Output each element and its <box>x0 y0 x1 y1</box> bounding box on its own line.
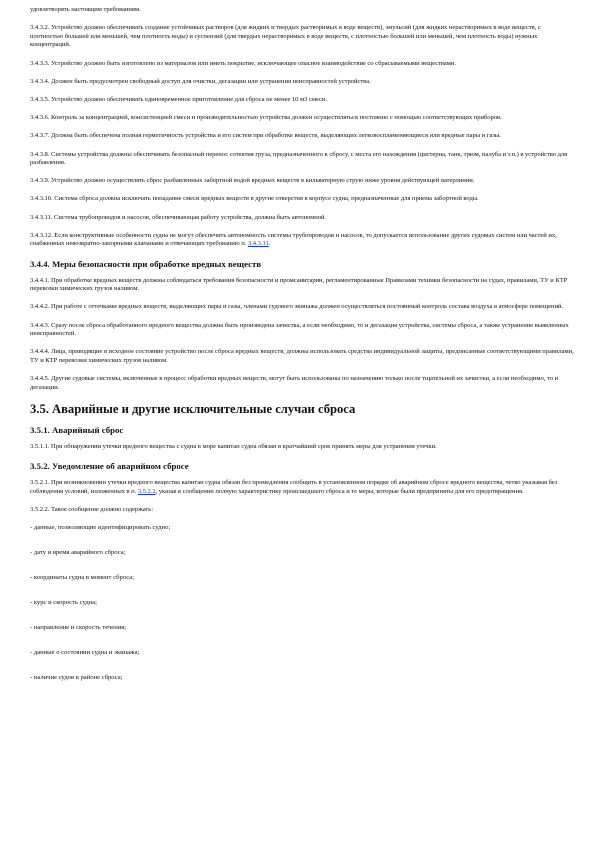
heading-3-5-2: 3.5.2. Уведомление об аварийном сбросе <box>30 461 189 472</box>
paragraph-3-4-3-11: 3.4.3.11. Система трубопроводов и насосов, обеспечивающая работу устройства, должна быть автономной. <box>30 213 327 221</box>
section-3-4-4-list <box>30 277 575 393</box>
paragraph-3-5-2-1-tail: , указав в сообщении полную характеристику происшедшего сброса и те меры, которые были предприняты для его предотвращения. <box>155 487 524 495</box>
link-3-5-2-2[interactable]: 3.5.2.2 <box>137 487 156 495</box>
list-item: - курс и скорость судна; <box>30 599 97 607</box>
intro-line: удовлетворять настоящим требованиям. <box>30 6 141 13</box>
paragraph-3-4-4-1: 3.4.4.1. При обработке вредных веществ должны соблюдаться требования безопасности и промсанитарии, регламентированные Правилами техники безопасности на судах, правилами, ТУ и КТР перевозки химических грузов наливом. <box>30 276 568 293</box>
paragraph-3-4-3-2: 3.4.3.2. Устройство должно обеспечивать создание устойчивых растворов (для жидких и твердых растворимых в воде веществ), эмульсий (для жидких нерастворимых в воде веществ, с плотностью большей или меньшей, чем плотность воды) и суспензий (для твердых нерастворимых в воде веществ, с плотностью большей или меньшей, чем плотность воды) нужных концентраций. <box>30 24 541 49</box>
paragraph-3-5-2-1 <box>30 479 575 496</box>
heading-3-5-1: 3.5.1. Аварийный сброс <box>30 424 124 435</box>
list-item: - направление и скорость течения; <box>30 624 127 632</box>
paragraph-3-5-1-1: 3.5.1.1. При обнаружении утечки вредного вещества с судна в море капитан судна обязан в кратчайший срок принять меры для устранения утечки. <box>30 442 437 450</box>
link-3-4-3-11[interactable]: 3.4.3.11 <box>247 240 269 248</box>
paragraph-3-4-3-12-text: 3.4.3.12. Если конструктивные особенности судна не могут обеспечить автономность системы трубопроводов и насосов, то допускается использование других судовых систем или частей их, снабженных невозвратно-запорными клапанами и отвечающих требованию п. <box>30 231 557 248</box>
paragraph-3-4-4-4: 3.4.4.4. Лица, приводящие в исходное состояние устройство после сброса вредных веществ, должны использовать средства индивидуальной защиты, предписанные соответствующими правилами, ТУ и КТР перевозки химических грузов наливом. <box>30 348 574 364</box>
paragraph-3-4-3-12 <box>30 232 575 249</box>
list-item: - дату и время аварийного сброса; <box>30 549 126 557</box>
list-item: - данные, позволяющие идентифицировать судно; <box>30 524 171 532</box>
paragraph-3-4-4-2: 3.4.4.2. При работе с оттечками вредных веществ, выделяющих пары и газы, членами судового экипажа должен осуществляться постоянный контроль состава воздуха в атмосфере помещений. <box>30 303 563 311</box>
paragraph-3-4-3-10: 3.4.3.10. Система сброса должна исключать попадание смеси вредных веществ в другие отверстия в корпусе судна, предназначенные для приема забортной воды. <box>30 195 479 203</box>
paragraph-3-4-3-4: 3.4.3.4. Должен быть предусмотрен свободный доступ для очистки, дегазации или устранения неисправностей устройства. <box>30 77 371 85</box>
list-item: - наличие судов в районе сброса; <box>30 674 123 681</box>
report-contents-list <box>30 524 575 683</box>
section-3-4-3-list <box>30 24 575 222</box>
list-item: - координаты судна в момент сброса; <box>30 574 134 582</box>
paragraph-3-4-4-3: 3.4.4.3. Сразу после сброса обработанного вредного вещества должна быть произведена зачистка, а если необходимо, то и дегазация устройства, системы сброса, а также устранение выявленных неисправностей. <box>30 321 569 338</box>
paragraph-3-4-3-9: 3.4.3.9. Устройство должно осуществлять сброс разбавленных забортной водой вредных веществ в кильватерную струю ниже уровня действующей ватерлинии. <box>30 177 475 185</box>
paragraph-3-4-3-6: 3.4.3.6. Контроль за концентрацией, консистенцией смеси и производительностью устройства должен осуществляться постоянно с помощью соответствующих приборов. <box>30 114 502 122</box>
paragraph-3-4-3-3: 3.4.3.3. Устройство должно быть изготовлено из материалов или иметь покрытие, исключающее опасное взаимодействие со сбрасываемыми веществами. <box>30 59 456 67</box>
paragraph-3-4-3-7: 3.4.3.7. Должна быть обеспечена полная герметичность устройства и его систем при обработке веществ, выделяющих легковоспламеняющиеся или вредные пары и газы. <box>30 132 501 140</box>
heading-3-4-4: 3.4.4. Меры безопасности при обработке вредных веществ <box>30 258 262 269</box>
paragraph-3-4-4-5: 3.4.4.5. Другие судовые системы, включенные в процесс обработки вредных веществ, могут быть использованы по назначению только после тщательной их зачистки, а если необходимо, то и дегазации. <box>30 375 559 391</box>
heading-3-5: 3.5. Аварийные и другие исключительные случаи сброса <box>30 401 356 416</box>
paragraph-3-4-3-12-tail: . <box>268 240 271 248</box>
paragraph-3-5-2-1-text: 3.5.2.1. При возникновении утечки вредного вещества капитан судна обязан без промедления сообщить в установленном порядке об аварийном сбросе вредного вещества, четко указывая без соблюдения условий, изложенных в п. <box>30 479 558 495</box>
document-page <box>30 6 575 699</box>
paragraph-3-4-3-5: 3.4.3.5. Устройство должно обеспечивать единовременное приготовление для сброса не менее 10 м3 смеси. <box>30 95 327 103</box>
paragraph-3-5-2-2: 3.5.2.2. Такое сообщение должно содержать: <box>30 505 153 513</box>
list-item: - данные о состоянии судна и экипажа; <box>30 649 140 657</box>
paragraph-3-4-3-8: 3.4.3.8. Системы устройства должны обеспечивать безопасный перенос сотектия груза, предназначенного к сбросу, с места его нахождения (цистерна, танк, трюм, палуба и т.п.) в устройство для разбавления. <box>30 150 568 167</box>
